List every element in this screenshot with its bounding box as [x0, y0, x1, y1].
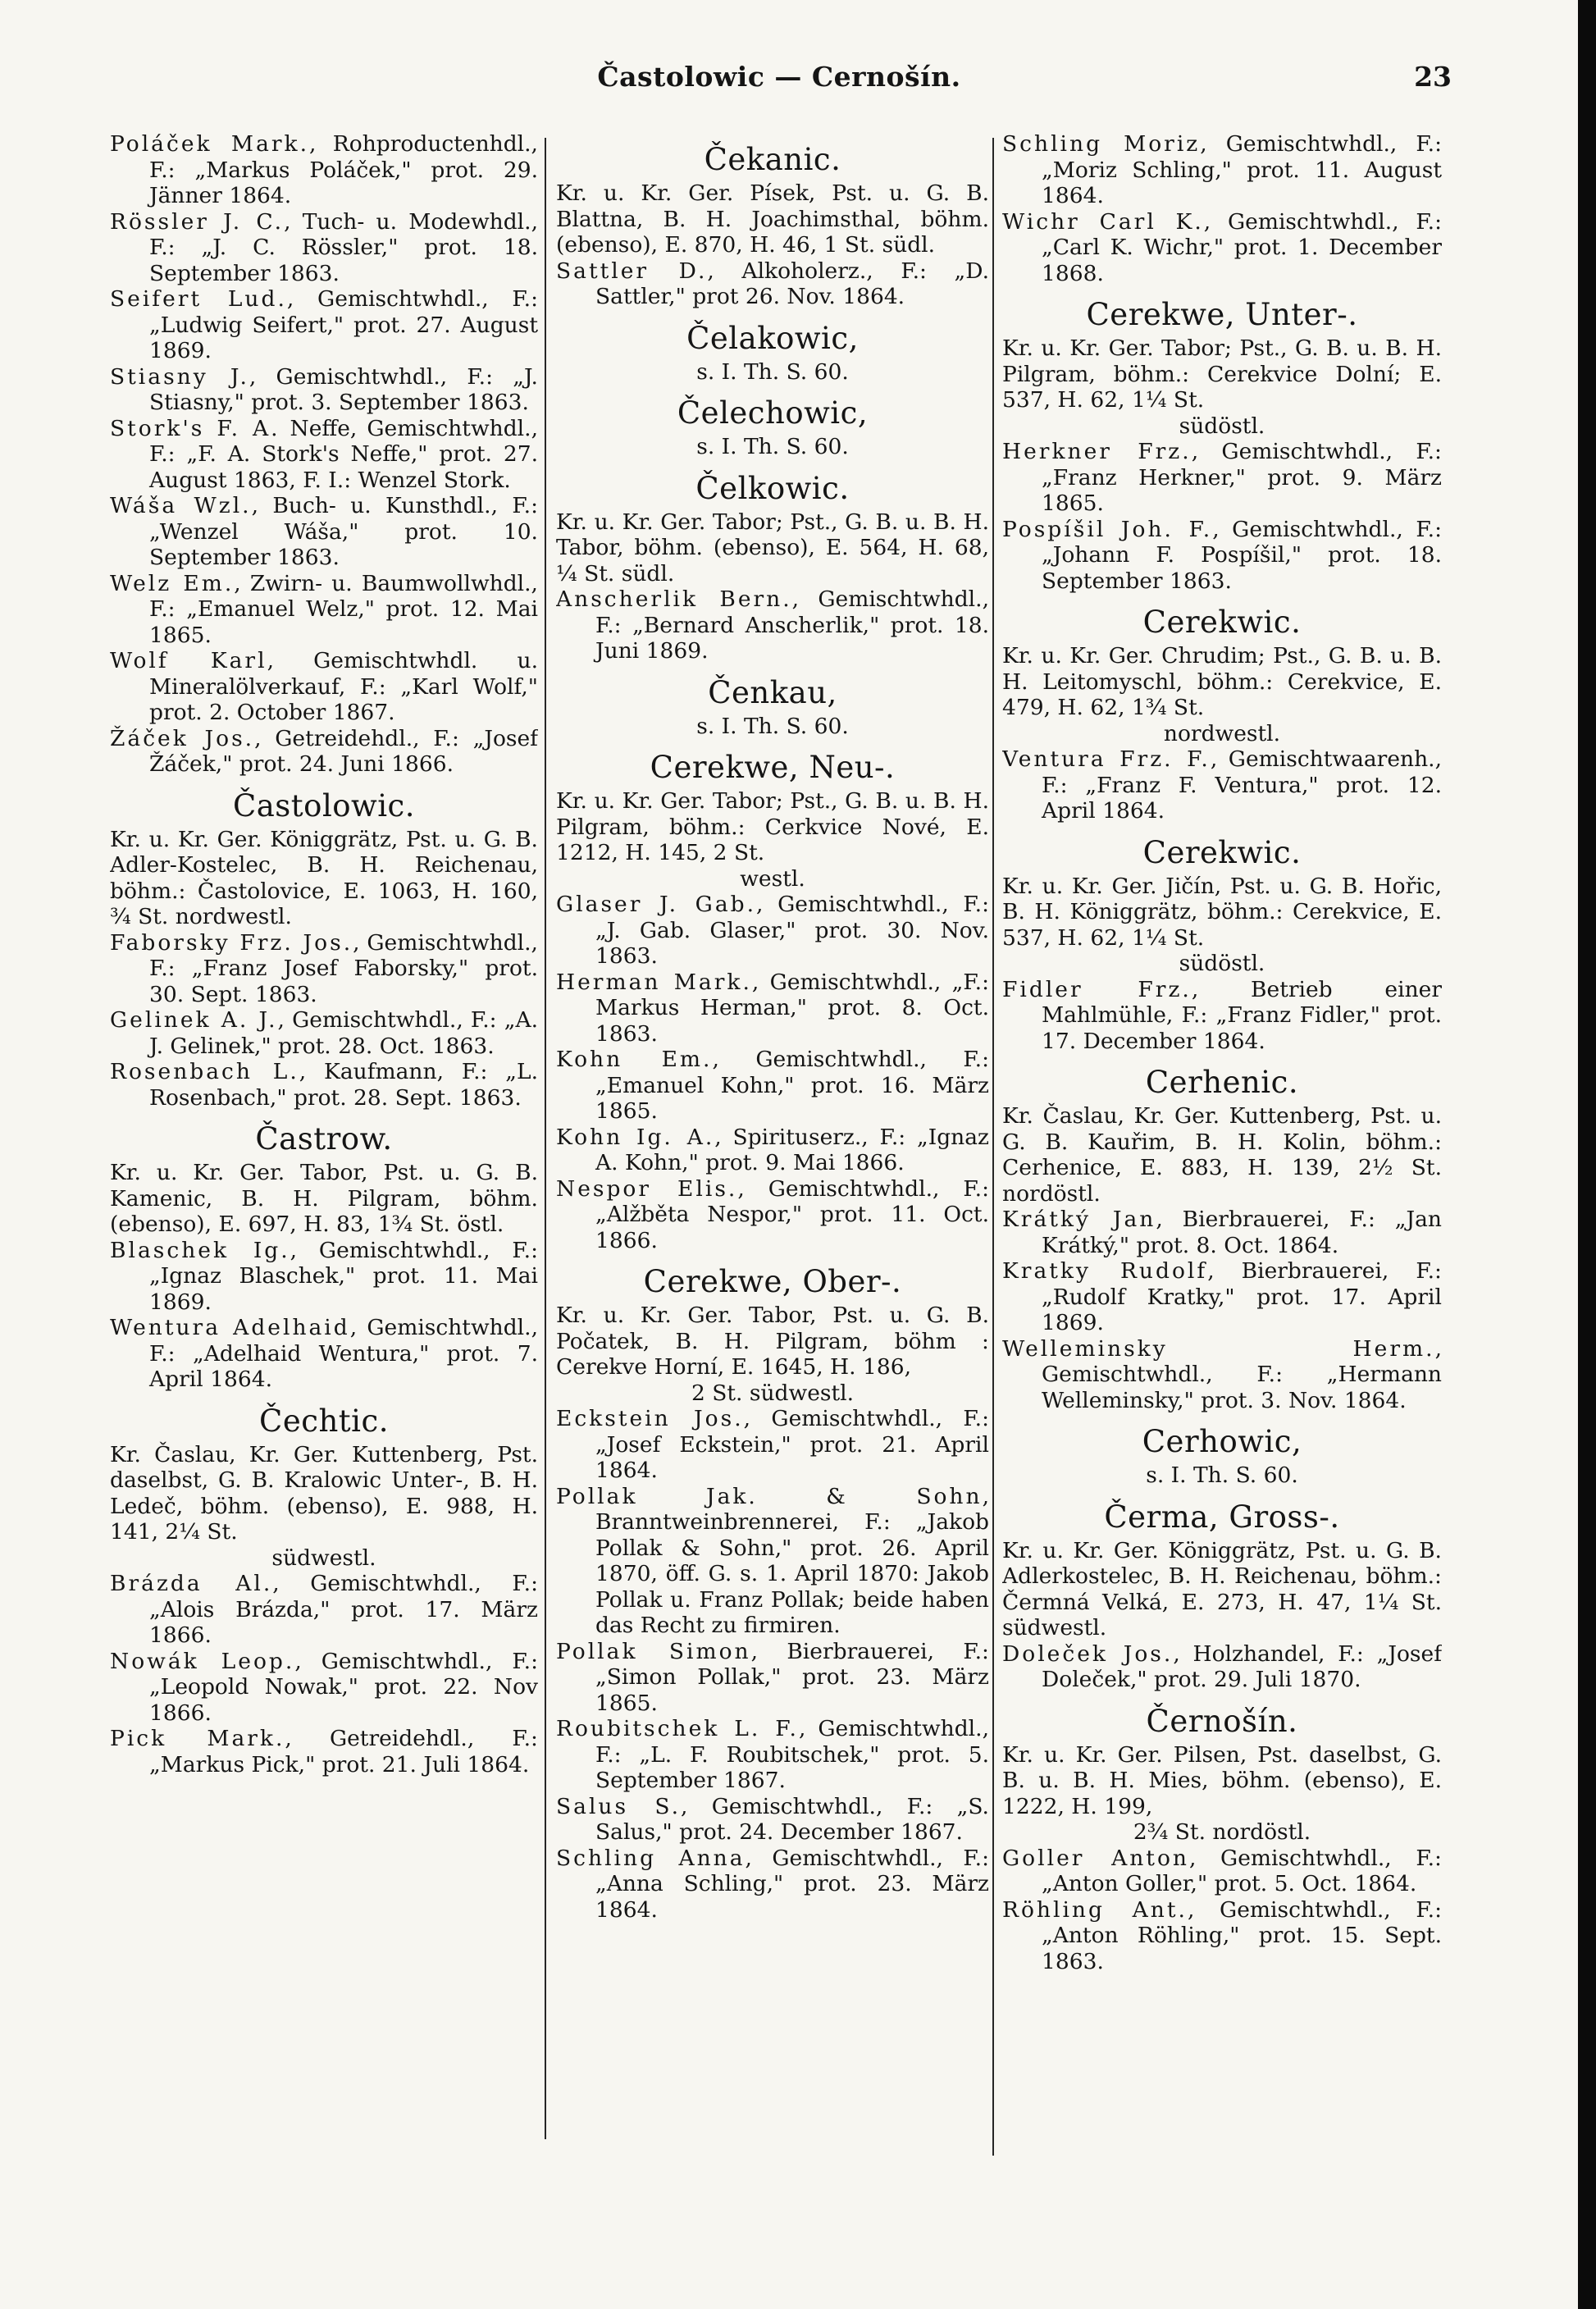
place-description: Kr. u. Kr. Ger. Chrudim; Pst., G. B. u. B. H. Leitomyschl, böhm.: Cerekvice, E. 479, H. 62, 1¾ St. nordwestl.	[1002, 643, 1442, 746]
entry-details: , Branntweinbrennerei, F.: „Jakob Pollak & Sohn," prot. 26. April 1870, öff. G. s. 1. April 1870: Jakob Pollak u. Franz Pollak; beide haben das Recht zu firmiren.	[595, 1483, 989, 1638]
place-heading: Častrow.	[255, 1121, 393, 1157]
business-entry	[1002, 1897, 1442, 1975]
entry-details: , Bierbrauerei, F.: „Simon Pollak," prot. 23. März 1865.	[595, 1638, 989, 1716]
business-entry	[556, 1846, 989, 1923]
business-entry	[556, 970, 989, 1047]
business-entry	[110, 493, 538, 571]
business-entry	[556, 1406, 989, 1484]
place-heading: Cerekwic.	[1142, 605, 1302, 640]
business-entry	[1002, 1641, 1442, 1693]
place-heading: Cerekwe, Ober-.	[643, 1264, 902, 1299]
entry-name: Ventura Frz. F.	[1002, 746, 1211, 772]
place-description: Kr. u. Kr. Ger. Jičín, Pst. u. G. B. Hořic, B. H. Königgrätz, böhm.: Cerekvice, E. 537, H. 62, 1¼ St. südöstl.	[1002, 873, 1442, 976]
business-entry	[110, 364, 538, 416]
entry-details: , Gemischtwhdl., F.: „J. Gab. Glaser," prot. 30. Nov. 1863.	[595, 892, 989, 969]
column-3	[1002, 131, 1442, 2157]
entry-details: , Tuch- u. Modewhdl., F.: „J. C. Rössler," prot. 18. September 1863.	[149, 208, 538, 286]
place-heading: Čenkau,	[708, 674, 837, 710]
entry-details: , Gemischtwhdl., F.: „Franz Herkner," prot. 9. März 1865.	[1042, 439, 1442, 516]
entry-details: Neffe, Gemischtwhdl., F.: „F. A. Stork's Neffe," prot. 27. August 1863, F. I.: Wenzel Stork.	[149, 415, 538, 493]
business-entry	[556, 1484, 989, 1639]
place-description: Kr. u. Kr. Ger. Königgrätz, Pst. u. G. B. Adlerkostelec, B. H. Reichenau, böhm.: Čermná Velká, E. 273, H. 47, 1¼ St. südwestl.	[1002, 1537, 1442, 1640]
entry-details: , Gemischtwhdl., F.: „Alžběta Nespor," prot. 11. Oct. 1866.	[595, 1175, 989, 1253]
entry-details: , Gemischtwaarenh., F.: „Franz F. Ventura," prot. 12. April 1864.	[1042, 746, 1442, 824]
place-description: Kr. u. Kr. Ger. Pilsen, Pst. daselbst, G. B. u. B. H. Mies, böhm. (ebenso), E. 1222, H. 199, 2¾ St. nordöstl.	[1002, 1741, 1442, 1845]
entry-name: Röhling Ant.	[1002, 1896, 1188, 1923]
business-entry	[1002, 1258, 1442, 1336]
entry-details: , Gemischtwhdl., F.: „Moriz Schling," prot. 11. August 1864.	[1042, 131, 1442, 208]
business-entry	[110, 209, 538, 287]
entry-details: , Gemischtwhdl., F.: „A. J. Gelinek," prot. 28. Oct. 1863.	[149, 1007, 538, 1059]
business-entry	[110, 1726, 538, 1777]
entry-name: Pollak Simon	[556, 1638, 751, 1664]
entry-name: Wáša Wzl.	[110, 493, 252, 518]
entry-name: Wentura Adelhaid	[110, 1315, 350, 1340]
entry-name: Rosenbach L.	[110, 1059, 299, 1084]
business-entry	[110, 1315, 538, 1393]
business-entry	[556, 1794, 989, 1846]
place-heading: Čelakowic,	[686, 320, 859, 356]
place-reference: s. I. Th. S. 60.	[696, 713, 849, 739]
entry-name: Welz Em.	[110, 570, 235, 596]
place-heading: Čelechowic,	[677, 395, 869, 431]
entry-details: , Zwirn- u. Baumwollwhdl., F.: „Emanuel Welz," prot. 12. Mai 1865.	[149, 570, 538, 648]
business-entry	[1002, 1336, 1442, 1414]
business-entry	[110, 1059, 538, 1111]
place-description: Kr. u. Kr. Ger. Písek, Pst. u. G. B. Blattna, B. H. Joachimsthal, böhm. (ebenso), E. 870, H. 46, 1 St. südl.	[556, 180, 989, 258]
entry-details: , Getreidehdl., F.: „Josef Žáček," prot. 24. Juni 1866.	[149, 725, 538, 777]
business-entry	[110, 286, 538, 364]
entry-name: Poláček Mark.	[110, 131, 310, 157]
entry-name: Stiasny J.	[110, 363, 249, 390]
business-entry	[110, 1238, 538, 1316]
column-divider	[992, 138, 994, 2156]
place-description: Kr. u. Kr. Ger. Tabor; Pst., G. B. u. B. H. Pilgram, böhm.: Cerkvice Nové, E. 1212, H. 145, 2 St. westl.	[556, 788, 989, 892]
business-entry	[556, 1639, 989, 1717]
entry-name: Blaschek Ig.	[110, 1237, 290, 1263]
entry-name: Nespor Elis.	[556, 1175, 738, 1202]
business-entry	[110, 648, 538, 726]
entry-name: Kohn Em.	[556, 1047, 713, 1072]
entry-details: , Holzhandel, F.: „Josef Doleček," prot. 29. Juli 1870.	[1042, 1640, 1442, 1692]
place-description: Kr. u. Kr. Ger. Königgrätz, Pst. u. G. B. Adler-Kostelec, B. H. Reichenau, böhm.: Častolovice, E. 1063, H. 160, ¾ St. nordwestl.	[110, 826, 538, 929]
entry-details: , Gemischtwhdl., F.: „Franz Josef Faborsky," prot. 30. Sept. 1863.	[149, 929, 538, 1007]
entry-details: , Gemischtwhdl., F.: „Johann F. Pospíšil," prot. 18. September 1863.	[1042, 516, 1442, 594]
entry-details: , Gemischtwhdl., F.: „Anna Schling," prot. 23. März 1864.	[595, 1845, 989, 1923]
entry-name: Wichr Carl K.	[1002, 208, 1204, 235]
place-heading: Černošín.	[1146, 1703, 1298, 1739]
entry-details: , Gemischtwhdl., F.: „Adelhaid Wentura," prot. 7. April 1864.	[149, 1315, 538, 1392]
entry-name: Pollak Jak. & Sohn	[556, 1483, 983, 1509]
running-head	[107, 61, 1452, 107]
place-heading: Cerekwe, Neu-.	[650, 750, 896, 785]
entry-name: Kohn Ig. A.	[556, 1124, 715, 1150]
entry-name: Fidler Frz.	[1002, 976, 1192, 1002]
column-2	[556, 131, 989, 2157]
entry-name: Nowák Leop.	[110, 1648, 295, 1674]
entry-details: , Gemischtwhdl., F.: „Carl K. Wichr," prot. 1. December 1868.	[1042, 208, 1442, 286]
place-description: Kr. u. Kr. Ger. Tabor; Pst., G. B. u. B. H. Pilgram, böhm.: Cerekvice Dolní; E. 537, H. 62, 1¼ St. südöstl.	[1002, 335, 1442, 439]
place-heading: Cerhenic.	[1145, 1065, 1299, 1100]
entry-name: Salus S.	[556, 1793, 682, 1819]
business-entry	[110, 1571, 538, 1649]
entry-name: Goller Anton	[1002, 1845, 1189, 1871]
entry-details: , Gemischtwhdl., F.: „Alois Brázda," prot. 17. März 1866.	[149, 1571, 538, 1648]
business-entry	[110, 1007, 538, 1059]
entry-details: , Gemischtwhdl., F.: „L. F. Roubitschek," prot. 5. September 1867.	[595, 1716, 989, 1793]
entry-details: , Gemischtwhdl., F.: „Anton Goller," prot. 5. Oct. 1864.	[1042, 1845, 1442, 1896]
entry-details: , Gemischtwhdl., F.: „Bernard Anscherlik," prot. 18. Juni 1869.	[595, 586, 989, 664]
business-entry	[556, 1125, 989, 1176]
entry-details: , Spirituserz., F.: „Ignaz A. Kohn," prot. 9. Mai 1866.	[595, 1124, 989, 1175]
business-entry	[1002, 1846, 1442, 1897]
page-title: Častolowic — Cernošín.	[597, 61, 961, 93]
entry-details: , Gemischtwhdl., F.: „Josef Eckstein," prot. 21. April 1864.	[595, 1406, 989, 1483]
entry-name: Doleček Jos.	[1002, 1640, 1174, 1667]
entry-details: , Betrieb einer Mahlmühle, F.: „Franz Fidler," prot. 17. December 1864.	[1042, 976, 1442, 1054]
business-entry	[1002, 977, 1442, 1055]
business-entry	[1002, 439, 1442, 517]
entry-details: , Alkoholerz., F.: „D. Sattler," prot 26. Nov. 1864.	[595, 258, 989, 309]
entry-name: Anscherlik Bern.	[556, 586, 792, 612]
entry-details: , Gemischtwhdl. u. Mineralölverkauf, F.: „Karl Wolf," prot. 2. October 1867.	[149, 648, 538, 725]
entry-name: Kratky Rudolf	[1002, 1258, 1208, 1284]
entry-details: , Kaufmann, F.: „L. Rosenbach," prot. 28. Sept. 1863.	[149, 1059, 538, 1111]
place-description: Kr. Časlau, Kr. Ger. Kuttenberg, Pst. daselbst, G. B. Kralowic Unter-, B. H. Ledeč, böhm. (ebenso), E. 988, H. 141, 2¼ St. südwestl.	[110, 1441, 538, 1571]
business-entry	[1002, 131, 1442, 209]
entry-name: Pick Mark.	[110, 1726, 285, 1751]
entry-details: , Bierbrauerei, F.: „Jan Krátký," prot. 8. Oct. 1864.	[1042, 1207, 1442, 1258]
entry-details: , Rohproductenhdl., F.: „Markus Poláček," prot. 29. Jänner 1864.	[149, 131, 538, 208]
entry-name: Faborsky Frz. Jos.	[110, 929, 353, 956]
place-heading: Cerekwic.	[1142, 834, 1302, 870]
place-heading: Častolowic.	[232, 787, 416, 824]
entry-name: Herman Mark.	[556, 969, 752, 995]
entry-details: , Gemischtwhdl., F.: „S. Salus," prot. 24. December 1867.	[595, 1793, 989, 1845]
place-description: Kr. u. Kr. Ger. Tabor, Pst. u. G. B. Kamenic, B. H. Pilgram, böhm. (ebenso), E. 697, H. 83, 1¾ St. östl.	[110, 1160, 538, 1237]
column-1	[110, 131, 538, 2157]
entry-name: Seifert Lud.	[110, 286, 287, 312]
business-entry	[1002, 1207, 1442, 1258]
entry-details: , Gemischtwhdl., F.: „Leopold Nowak," prot. 22. Nov 1866.	[149, 1648, 538, 1726]
column-divider	[545, 138, 546, 2139]
place-reference: s. I. Th. S. 60.	[696, 358, 849, 385]
entry-name: Glaser J. Gab.	[556, 892, 757, 917]
place-reference: s. I. Th. S. 60.	[696, 434, 849, 459]
place-heading: Čerma, Gross-.	[1104, 1499, 1340, 1535]
entry-name: Krátký Jan	[1002, 1207, 1156, 1232]
entry-name: Schling Moriz	[1002, 131, 1201, 157]
entry-name: Stork's F. A.	[110, 415, 280, 441]
entry-name: Herkner Frz.	[1002, 439, 1192, 464]
entry-details: , Gemischtwhdl., F.: „J. Stiasny," prot. 3. September 1863.	[149, 363, 538, 415]
business-entry	[110, 571, 538, 649]
business-entry	[110, 416, 538, 494]
entry-details: , Buch- u. Kunsthdl., F.: „Wenzel Wáša," prot. 10. September 1863.	[149, 493, 538, 570]
page-number: 23	[1414, 61, 1452, 93]
entry-details: , Gemischtwhdl., F.: „Ignaz Blaschek," prot. 11. Mai 1869.	[149, 1237, 538, 1315]
entry-name: Brázda Al.	[110, 1571, 273, 1596]
place-description: Kr. u. Kr. Ger. Tabor; Pst., G. B. u. B. H. Tabor, böhm. (ebenso), E. 564, H. 68, ¼ St. südl.	[556, 509, 989, 586]
entry-name: Gelinek A. J.	[110, 1007, 278, 1033]
entry-name: Rössler J. C.	[110, 208, 285, 235]
place-heading: Cerekwe, Unter-.	[1086, 297, 1358, 332]
entry-name: Welleminsky Herm.	[1002, 1335, 1435, 1362]
business-entry	[556, 586, 989, 664]
place-description: Kr. Časlau, Kr. Ger. Kuttenberg, Pst. u. G. B. Kauřim, B. H. Kolin, böhm.: Cerhenice, E. 883, H. 139, 2½ St. nordöstl.	[1002, 1103, 1442, 1207]
business-entry	[556, 1716, 989, 1794]
entry-name: Eckstein Jos.	[556, 1406, 744, 1431]
business-entry	[1002, 746, 1442, 824]
entry-name: Žáček Jos.	[110, 725, 255, 751]
entry-details: , Gemischtwhdl., F.: „Anton Röhling," prot. 15. Sept. 1863.	[1042, 1896, 1442, 1974]
entry-details: , Gemischtwhdl., F.: „Emanuel Kohn," prot. 16. März 1865.	[595, 1047, 989, 1124]
business-entry	[556, 892, 989, 970]
business-entry	[110, 131, 538, 209]
entry-details: , Gemischtwhdl., „F.: Markus Herman," prot. 8. Oct. 1863.	[595, 969, 989, 1047]
entry-details: , Bierbrauerei, F.: „Rudolf Kratky," prot. 17. April 1869.	[1042, 1258, 1442, 1335]
business-entry	[110, 930, 538, 1008]
entry-name: Roubitschek L. F.	[556, 1716, 799, 1741]
business-entry	[1002, 209, 1442, 287]
place-heading: Cerhowic,	[1142, 1424, 1302, 1459]
business-entry	[110, 1649, 538, 1727]
entry-name: Sattler D.	[556, 258, 708, 284]
entry-details: , Gemischtwhdl., F.: „Ludwig Seifert," prot. 27. August 1869.	[149, 286, 538, 363]
business-entry	[556, 1047, 989, 1125]
entry-details: , Getreidehdl., F.: „Markus Pick," prot. 21. Juli 1864.	[149, 1726, 538, 1777]
place-heading: Čelkowic.	[695, 470, 850, 506]
business-entry	[110, 726, 538, 778]
place-reference: s. I. Th. S. 60.	[1146, 1463, 1298, 1488]
entry-details: , Gemischtwhdl., F.: „Hermann Welleminsky," prot. 3. Nov. 1864.	[1042, 1335, 1442, 1413]
business-entry	[1002, 517, 1442, 595]
place-heading: Čechtic.	[259, 1403, 389, 1439]
place-heading: Čekanic.	[704, 142, 841, 177]
entry-name: Pospíšil Joh. F.	[1002, 516, 1213, 542]
business-entry	[556, 258, 989, 310]
business-entry	[556, 1176, 989, 1254]
entry-name: Wolf Karl	[110, 648, 267, 673]
place-description: Kr. u. Kr. Ger. Tabor, Pst. u. G. B. Počatek, B. H. Pilgram, böhm : Cerekve Horní, E. 1645, H. 186, 2 St. südwestl.	[556, 1303, 989, 1406]
entry-name: Schling Anna	[556, 1845, 746, 1871]
